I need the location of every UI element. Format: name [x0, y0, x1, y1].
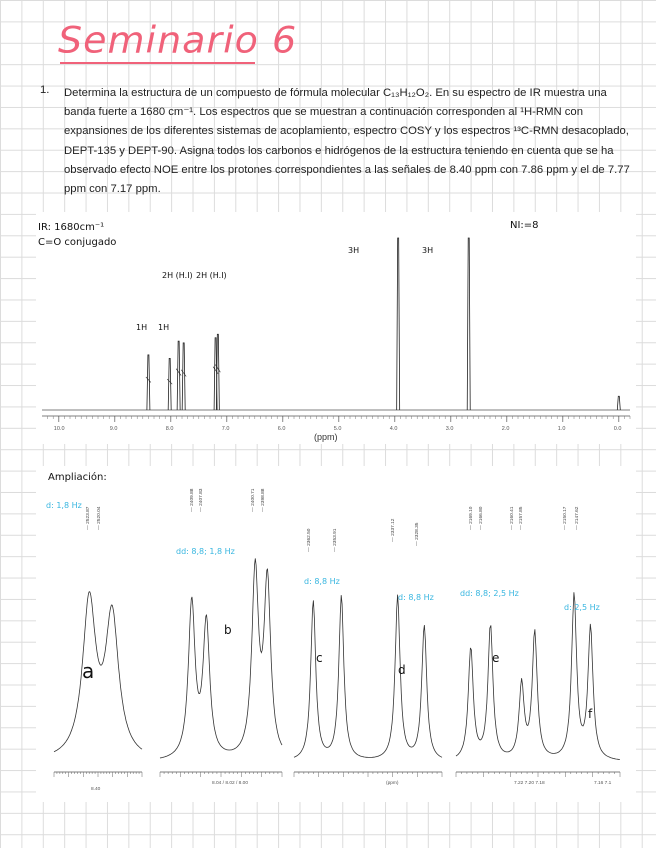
expansion-spectra: [36, 466, 636, 802]
coupling-label: d: 8,8 Hz: [398, 593, 434, 602]
tick-label: 7.0: [221, 426, 230, 432]
spectrum-peaks: [146, 238, 620, 410]
tick-label: 3.0: [445, 426, 454, 432]
frequency-label: — 2407.83: [199, 488, 204, 512]
signal-letter: e: [492, 651, 500, 665]
signal-letter: c: [316, 651, 323, 665]
tick-label: 5.0: [333, 426, 342, 432]
integral-mark: [181, 370, 186, 377]
expansion-content: [46, 488, 620, 792]
frequency-label: — 2523.87: [86, 506, 91, 530]
expansion-axis-label: (ppm): [386, 781, 399, 786]
spectrum-peak: [168, 358, 171, 410]
spectrum-panel: [36, 212, 636, 444]
tick-label: 1.0: [557, 426, 566, 432]
frequency-label: — 2166.80: [479, 506, 484, 530]
frequency-label: — 2169.10: [469, 506, 474, 530]
page-title: Seminario 6: [58, 19, 298, 61]
x-axis-label: (ppm): [314, 432, 338, 442]
frequency-label: — 2520.04: [97, 506, 102, 530]
frequency-label: — 2362.50: [307, 528, 312, 552]
coupling-label: d: 8,8 Hz: [304, 577, 340, 586]
frequency-label: — 2409.88: [190, 488, 195, 512]
ir-annotation: IR: 1680cm⁻¹: [38, 222, 105, 233]
peak-label-2h-a: 2H (H.I): [162, 271, 193, 280]
coupling-label: d: 2,5 Hz: [564, 603, 600, 612]
frequency-label: — 2147.62: [575, 506, 580, 530]
frequency-label: — 2400.71: [251, 488, 256, 512]
expansion-trace: [456, 592, 620, 759]
h-nmr-spectrum: [36, 212, 636, 444]
expansion-axis-label: 7.16 7.1: [594, 781, 612, 786]
x-axis: [42, 410, 630, 432]
frequency-label: — 2337.12: [391, 518, 396, 542]
spectrum-peak: [397, 238, 400, 410]
peak-label-2h-b: 2H (H.I): [196, 271, 227, 280]
expansion-axis-label: 8.04 / 8.02 / 8.00: [212, 781, 249, 786]
peak-label-1h-b: 1H: [158, 323, 170, 332]
expansion-axis-label: 7.22 7.20 7.18: [514, 781, 545, 786]
tick-label: 10.0: [53, 426, 65, 432]
tick-label: 0.0: [613, 426, 622, 432]
spectrum-peak: [617, 396, 620, 410]
frequency-label: — 2328.35: [415, 522, 420, 546]
expansion-trace: [160, 558, 282, 758]
expansion-axis-label: 8.40: [91, 787, 101, 792]
tick-label: 9.0: [109, 426, 118, 432]
peak-label-1h-a: 1H: [136, 323, 148, 332]
signal-letter: b: [224, 623, 232, 637]
spectrum-peak: [177, 341, 180, 410]
integral-mark: [167, 379, 172, 384]
ampliacion-label: Ampliación:: [48, 472, 107, 483]
tick-label: 2.0: [501, 426, 510, 432]
ni-annotation: NI:=8: [510, 220, 539, 231]
integral-mark: [146, 377, 151, 383]
spectrum-peak: [147, 355, 150, 410]
title-underline: [60, 62, 255, 64]
frequency-label: — 2353.91: [333, 528, 338, 552]
expansion-trace: [294, 595, 442, 758]
signal-letter: a: [82, 659, 95, 683]
coupling-label: d: 1,8 Hz: [46, 501, 82, 510]
expansions-panel: [36, 466, 636, 802]
spectrum-peak: [467, 238, 470, 410]
integral-mark: [176, 369, 181, 376]
conjugated-annotation: C=O conjugado: [38, 237, 117, 248]
frequency-label: — 2157.85: [519, 506, 524, 530]
tick-label: 8.0: [165, 426, 174, 432]
signal-letter: f: [588, 707, 593, 721]
signal-letter: d: [398, 663, 406, 677]
expansion-trace: [54, 592, 142, 752]
spectrum-peak: [216, 334, 219, 410]
tick-label: 4.0: [389, 426, 398, 432]
coupling-label: dd: 8,8; 2,5 Hz: [460, 589, 519, 598]
question-number: 1.: [40, 84, 50, 96]
peak-label-3h-b: 3H: [422, 246, 434, 255]
peak-label-3h-a: 3H: [348, 246, 360, 255]
frequency-label: — 2160.41: [510, 506, 515, 530]
frequency-label: — 2150.17: [563, 506, 568, 530]
coupling-label: dd: 8,8; 1,8 Hz: [176, 547, 235, 556]
spectrum-peak: [182, 343, 185, 410]
tick-label: 6.0: [277, 426, 286, 432]
question-text: Determina la estructura de un compuesto de fórmula molecular C₁₃H₁₂O₂. En su espectro de IR muestra una banda fuerte a 1680 cm⁻¹. Los espectros que se muestran a continuación corresponden al ¹H-RMN con expansiones de los diferentes sistemas de acoplamiento, espectro COSY y los espectros ¹³C-RMN desacoplado, DEPT-135 y DEPT-90. Asigna todos los carbonos e hidrógenos de la estructura teniendo en cuenta que se ha observado efecto NOE entre los protones correspondientes a las señales de 8.40 ppm con 7.86 ppm y el de 7.77 ppm con 7.17 ppm.: [64, 87, 630, 196]
frequency-label: — 2398.88: [261, 488, 266, 512]
